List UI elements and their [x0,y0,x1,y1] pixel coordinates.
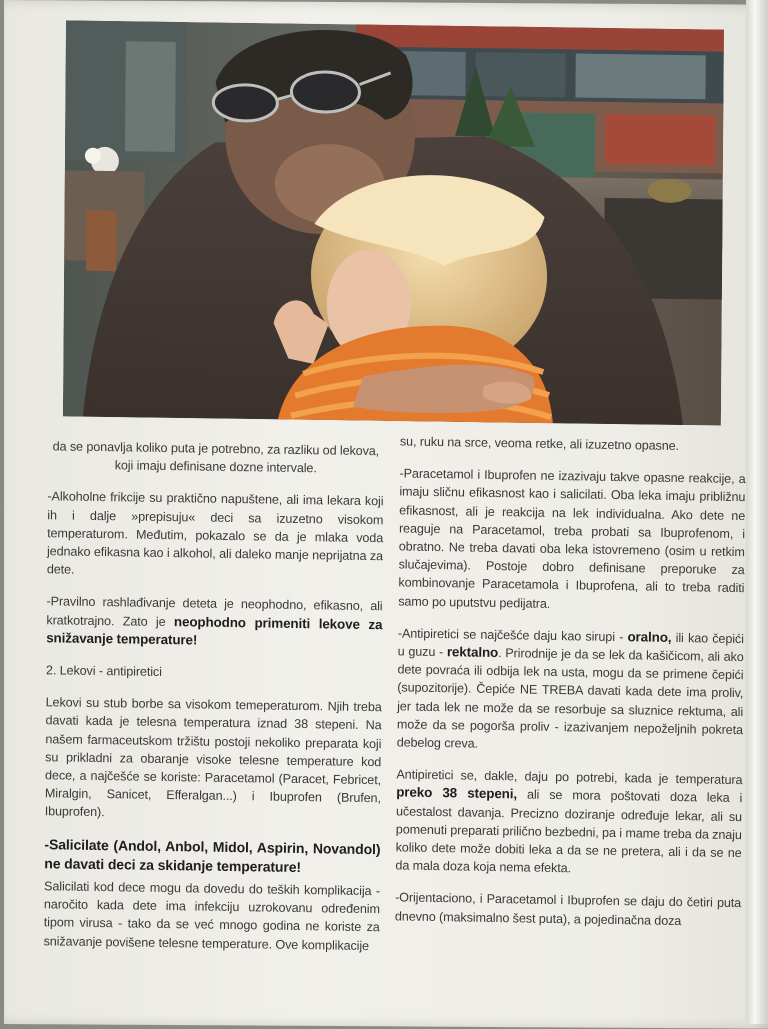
paragraph: -Paracetamol i Ibuprofen ne izazivaju takve opasne reakcije, a imaju sličnu efikasnost kao i salicilati. Oba leka imaju približnu efikasnost, ali je reakcija na lek individualna. Ako dete ne reaguje na Paracetamol, treba probati sa Ibuprofenom, i obratno. Ne treba davati oba leka istovremeno (osim u retkim slučajevima). Postoje dobro definisane preporuke za kombinovanje Paracetamola i Ibuprofena, ali to treba raditi samo po uputstvu pedijatra. [398,466,746,611]
paragraph: -Pravilno rashlađivanje deteta je neophodno, efikasno, ali kratkotrajno. Zato je neophodno primeniti lekove za snižavanje temperature! [46,594,383,648]
paragraph: su, ruku na srce, veoma retke, ali izuzetno opasne. [399,434,680,454]
left-text-column [43,437,384,969]
page-edge [746,0,768,1024]
paragraph: -Orijentaciono, i Paracetamol i Ibuprofen se daju do četiri puta dnevno (maksimalno šest puta), a pojedinačna doza [394,890,742,928]
paragraph: Antipiretici se, dakle, daju po potrebi, kada je temperatura preko 38 stepeni, ali se mora poštovati doza leka i učestalost davanja. Precizno doziranje određuje lekar, ali su pomenuti preparati prilično bezbedni, pa i mame treba da znaju koliko dete može dobiti leka a da se ne pretera, ali i da se ne da mala doza koja nema efekta. [395,767,743,876]
warning-paragraph: -Salicilate (Andol, Anbol, Midol, Aspirin, Novandol) ne davati deci za skidanje temperature! [44,835,381,875]
paragraph: Lekovi su stub borbe sa visokom temeperaturom. Njih treba davati kada je telesna temperatura iznad 38 stepeni. Na našem farmaceutskom tržištu postoji nekoliko preparata koji su prikladni za obaranje visoke telesne temperature kod dece, a najčešće se koriste: Paracetamol (Paracet, Febricet, Miralgin, Sanicet, Efferalgan...) i Ibuprofen (Brufen, Ibuprofen). [44,695,382,820]
magazine-page [4,0,768,1029]
section-heading: 2. Lekovi - antipiretici [45,663,162,679]
paragraph: -Alkoholne frikcije su praktično napuštene, ali ima lekara koji ih i dalje »prepisuju« deci sa izuzetno visokom temperaturom. Međutim, pokazalo se da je mlaka voda jednako efikasna kao i alkohol, ali daleko manje neprijatna za dete. [46,489,384,577]
paragraph: -Antipiretici se najčešće daju kao sirupi - oralno, ili kao čepići u guzu - rektalno. Prirodnije je da se lek da kašičicom, ali ako dete povraća ili odbija lek na usta, mogu da se primene čepići (supozitorije). Čepiće NE TREBA davati kada dete ima proliv, jer tada lek ne može da se resorbuje sa sluznice rektuma, ali može da se pogorša proliv - izazivanjem nepoželjnih pokreta debelog creva. [396,626,744,751]
paragraph: Salicilati kod dece mogu da dovedu do teških komplikacija - naročito kada dete ima infekciju uzrokovanu određenim tipom virusa - tako da se već mnogo godina ne koriste za snižavanje povišene telesne temperature. Ove komplikacije [43,879,381,953]
paragraph: da se ponavlja koliko puta je potrebno, za razliku od lekova, koji imaju definisane dozne intervale. [52,439,380,476]
right-text-column [395,432,746,945]
photo-father-child [63,20,724,425]
